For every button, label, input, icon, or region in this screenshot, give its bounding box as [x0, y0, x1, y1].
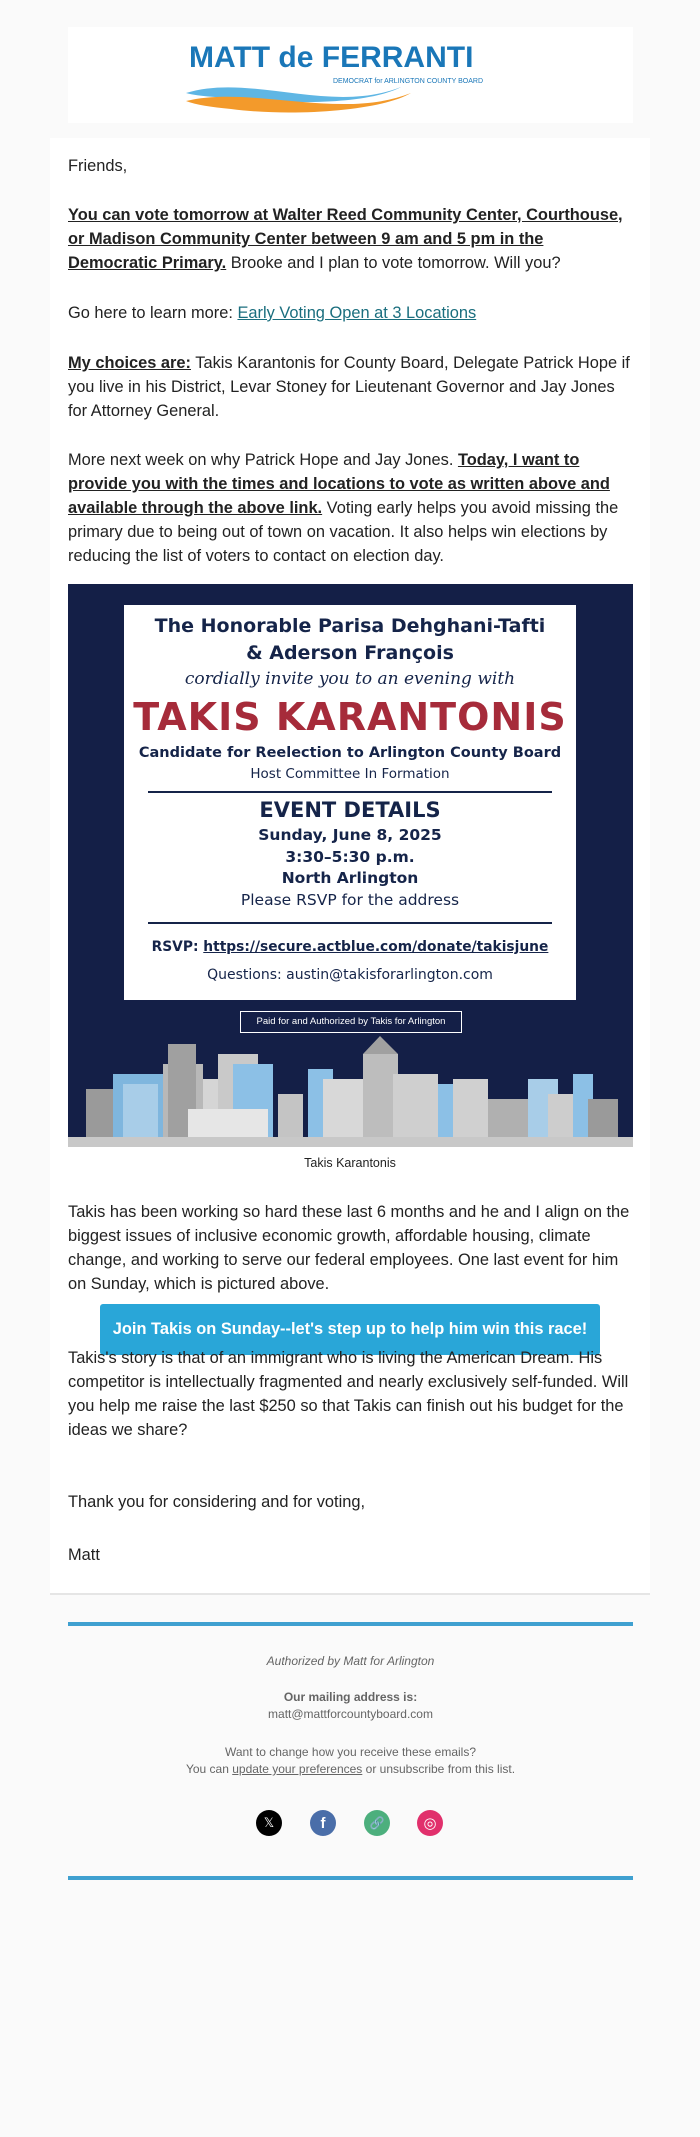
campaign-logo[interactable]	[181, 35, 521, 115]
paragraph-takis-work: Takis has been working so hard these last 6 months and he and I align on the biggest issues of inclusive economic growth, affordable housing, climate change, and working to serve our federal employees. One last event for him on Sunday, which is pictured above.	[68, 1203, 630, 1293]
footer-top-rule	[68, 1622, 633, 1626]
join-takis-button[interactable]: Join Takis on Sunday--let's step up to help him win this race!	[100, 1304, 600, 1355]
email-card	[50, 138, 650, 1595]
early-voting-link[interactable]: Early Voting Open at 3 Locations	[237, 304, 477, 322]
logo-tagline: DEMOCRAT for ARLINGTON COUNTY BOARD	[332, 78, 483, 85]
invitation-panel	[124, 605, 576, 1000]
paragraph-takis-story: Takis's story is that of an immigrant who is living the American Dream. His competitor is intellectually fragmented and nearly exclusively self-funded. Will you help me raise the last $250 so that Takis can finish out his budget for the ideas we share?	[68, 1349, 629, 1439]
flyer-script-line: cordially invite you to an evening with	[184, 669, 516, 689]
instagram-icon[interactable]: ◎	[417, 1810, 443, 1836]
flyer-event-date: Sunday, June 8, 2025	[258, 826, 442, 844]
footer-mailing-address: Our mailing address is: matt@mattforcountyboard.com	[268, 1690, 433, 1721]
flyer-hosts-line2: & Aderson François	[246, 642, 454, 664]
header-logo-box	[68, 27, 633, 123]
update-preferences-link[interactable]: update your preferences	[232, 1762, 363, 1776]
greeting: Friends,	[68, 157, 128, 175]
paragraph-choices: My choices are: Takis Karantonis for County Board, Delegate Patrick Hope if you live in his District, Levar Stoney for Lieutenant Governor and Jay Jones for Attorney General.	[68, 354, 630, 420]
flyer-divider	[148, 791, 552, 793]
vote-locations-bold: You can vote tomorrow at Walter Reed Community Center, Courthouse, or Madison Community Center between 9 am and 5 pm in the Democratic Primary.	[68, 206, 623, 272]
link-icon[interactable]: 🔗	[364, 1810, 390, 1836]
flyer-hosts-line1: The Honorable Parisa Dehghani-Tafti	[154, 615, 546, 637]
flyer-event-location: North Arlington	[281, 869, 419, 887]
flyer-rsvp-note: Please RSVP for the address	[240, 891, 460, 909]
flyer-questions: Questions: austin@takisforarlington.com	[207, 967, 493, 983]
footer-authorized: Authorized by Matt for Arlington	[266, 1654, 435, 1668]
flyer-host-committee: Host Committee In Formation	[250, 766, 450, 782]
flyer-paid-for-box: Paid for and Authorized by Takis for Arlington	[240, 1011, 462, 1033]
event-flyer-image	[68, 584, 633, 1147]
skyline-illustration	[68, 1024, 633, 1147]
facebook-icon[interactable]: f	[310, 1810, 336, 1836]
signoff: Matt	[68, 1546, 100, 1564]
flyer-candidate-line: Candidate for Reelection to Arlington County Board	[138, 745, 562, 761]
image-caption: Takis Karantonis	[304, 1156, 396, 1170]
flyer-divider	[148, 922, 552, 924]
flyer-event-title: EVENT DETAILS	[259, 798, 441, 822]
flyer-candidate-name: TAKIS KARANTONIS	[133, 695, 567, 739]
footer-bottom-rule	[68, 1876, 633, 1880]
flyer-event-time: 3:30–5:30 p.m.	[285, 848, 415, 866]
paragraph-learn-more: Go here to learn more: Early Voting Open at 3 Locations	[68, 304, 477, 322]
logo-name: MATT de FERRANTI	[188, 41, 473, 74]
x-icon[interactable]: 𝕏	[256, 1810, 282, 1836]
paragraph-vote-tomorrow: You can vote tomorrow at Walter Reed Community Center, Courthouse, or Madison Community Center between 9 am and 5 pm in the Democratic Primary. Brooke and I plan to vote tomorrow. Will you?	[68, 206, 623, 272]
paragraph-more-next-week: More next week on why Patrick Hope and Jay Jones. Today, I want to provide you with the times and locations to vote as written above and available through the above link. Voting early helps you avoid missing the primary due to being out of town on vacation. It also helps win elections by reducing the list of voters to contact on election day.	[68, 451, 619, 565]
paragraph-thank-you: Thank you for considering and for voting,	[68, 1493, 366, 1511]
flyer-rsvp: RSVP: https://secure.actblue.com/donate/takisjune	[151, 939, 549, 955]
footer-preferences: Want to change how you receive these emails? You can update your preferences or unsubscribe from this list.	[185, 1745, 516, 1776]
